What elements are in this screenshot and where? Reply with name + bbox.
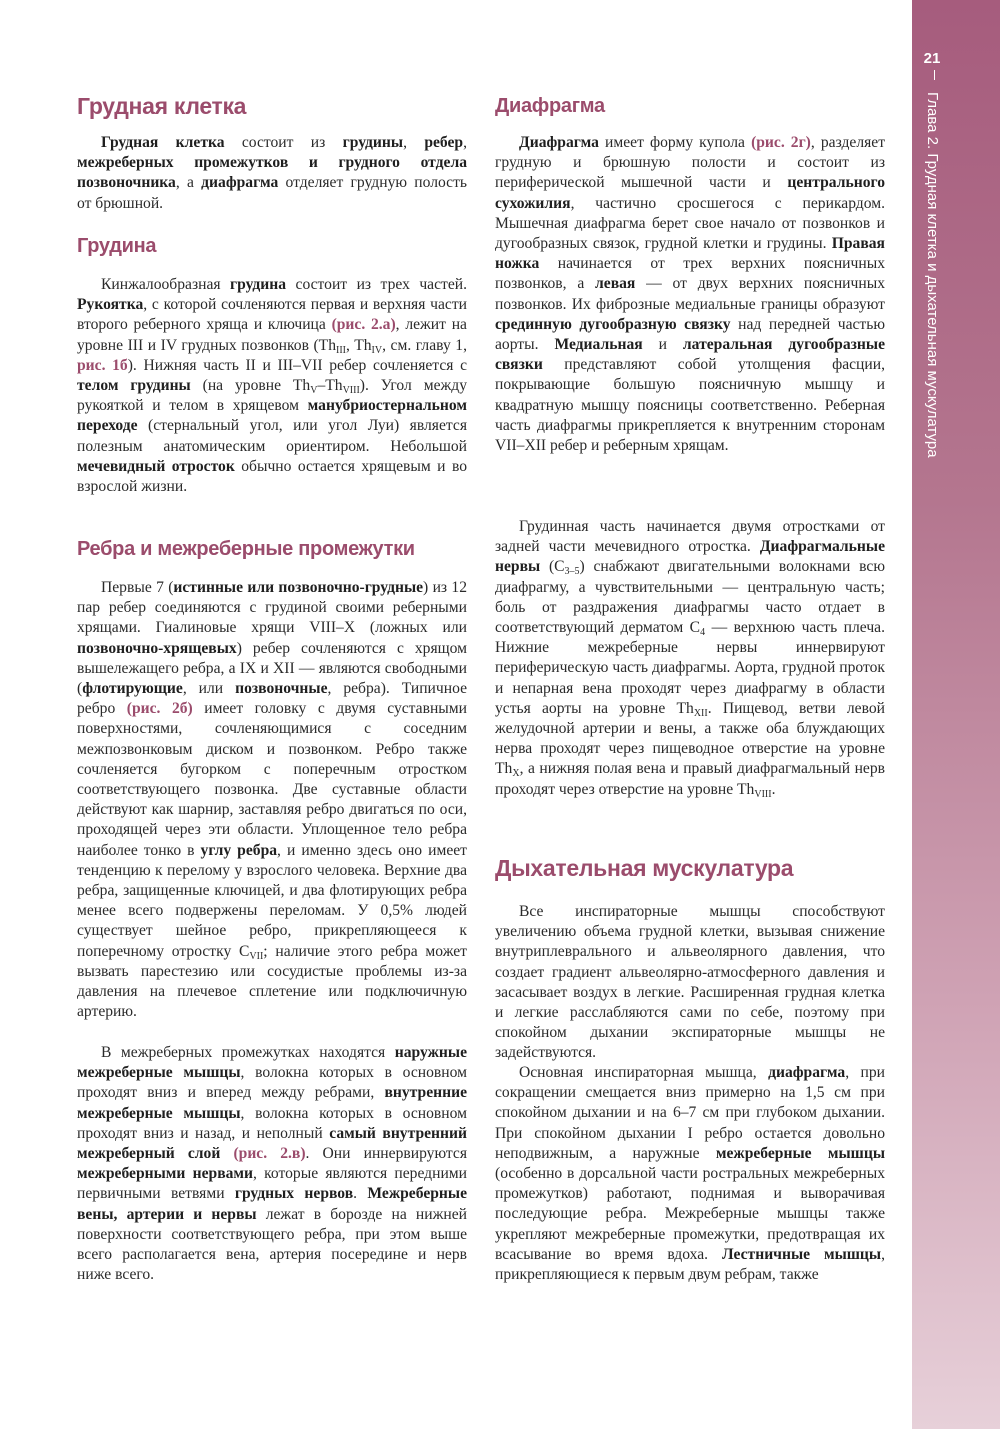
text-run: имеет головку с двумя суставными поверхностями, сочленяющимися с соседним межпозвонковым диском и позвонком. Ребро также сочленяется бугорком с поперечным отростком соответствующего позвонка. Две суставные области действуют как шарнир, заставляя ребро двигаться по оси, проходящей через эти области. Уплощенное тело ребра наиболее тонко в bbox=[77, 700, 467, 859]
text-run: , Th bbox=[346, 336, 372, 354]
bold-term: грудины bbox=[342, 134, 404, 151]
text-run: , разделяет грудную и брюшную полости и состоит из периферической мышечной части и bbox=[495, 134, 886, 192]
paragraph-muscles-1 bbox=[495, 902, 885, 1064]
text-run: состоит из bbox=[224, 134, 343, 151]
bold-term: телом грудины bbox=[77, 377, 191, 395]
chapter-title: Глава 2. Грудная клетка и дыхательная мускулатура bbox=[924, 92, 941, 458]
bold-term: истинные или позвоночно-грудные bbox=[173, 579, 424, 596]
bold-term: срединную дугообразную связку bbox=[495, 315, 731, 333]
bold-term: диафрагма bbox=[768, 1064, 846, 1081]
bold-term: Правая ножка bbox=[495, 235, 885, 273]
text-run: обычно остается хрящевым и во взрослой жизни. bbox=[77, 457, 467, 496]
figure-reference: (рис. 2.в) bbox=[233, 1145, 306, 1163]
text-run: , волокна которых в основном проходят вниз и назад, и неполный bbox=[77, 1104, 467, 1142]
text-run: . bbox=[771, 780, 776, 798]
subscript: III bbox=[336, 344, 347, 356]
bold-term: ребер bbox=[424, 134, 464, 151]
bold-term: левая bbox=[595, 275, 636, 293]
text-run: ). Нижняя часть II и III–VII ребер сочленяется с bbox=[127, 356, 467, 374]
figure-reference: (рис. 2г) bbox=[751, 134, 811, 151]
paragraph-diaphragm-2 bbox=[495, 517, 885, 800]
text-run: (стернальный угол, или угол Луи) является полезным анатомическим ориентиром. Небольшой bbox=[77, 417, 467, 455]
sidebar-edge bbox=[910, 0, 912, 1429]
subheading-diaphragm: Диафрагма bbox=[495, 95, 605, 117]
bold-term: позвоночные bbox=[235, 680, 328, 698]
text-run: , а bbox=[175, 174, 202, 192]
bold-term: центрального сухожилия bbox=[495, 174, 885, 212]
text-run: начинается от трех верхних поясничных позвонков, а bbox=[495, 255, 885, 293]
bold-term: Межреберные вены, артерии и нервы bbox=[77, 1185, 467, 1223]
paragraph-sternum bbox=[77, 275, 467, 497]
bold-term: Диафрагма bbox=[519, 134, 599, 151]
text-run: , с которой сочленяются первая и верхняя части второго реберного хряща и ключица bbox=[77, 296, 467, 334]
subscript: VIII bbox=[342, 385, 360, 397]
text-run: представляют собой утолщения фасции, покрывающие большую поясничную мышцу и квадратную мышцу поясницы соответственно. Реберная часть диафрагмы прикрепляется к внутренним сторонам VII–XII ребер и реберным хрящам. bbox=[495, 356, 885, 455]
subheading-ribs: Ребра и межреберные промежутки bbox=[77, 538, 415, 560]
subscript: VII bbox=[249, 950, 264, 962]
bold-term: межреберными нервами bbox=[77, 1165, 254, 1183]
text-run: Первые 7 ( bbox=[101, 579, 174, 596]
page-number: 21 bbox=[923, 50, 941, 67]
paragraph-chest bbox=[77, 133, 467, 214]
text-run: ; наличие этого ребра может вызвать парестезию или сосудистые проблемы из-за давления на плечевое сплетение или подключичную артерию. bbox=[77, 942, 467, 1021]
text-run bbox=[220, 1145, 233, 1162]
bold-term: грудина bbox=[230, 276, 287, 293]
text-run: Основная инспираторная мышца, bbox=[519, 1064, 769, 1081]
text-run: . Они иннервируются bbox=[305, 1145, 467, 1163]
bold-term: грудных нервов bbox=[234, 1185, 354, 1203]
subheading-sternum: Грудина bbox=[77, 235, 157, 257]
text-run: , а нижняя полая вена и правый диафрагмальный нерв проходят через отверстие на уровне Th bbox=[495, 760, 885, 798]
bold-term: Диафрагмальные нервы bbox=[495, 538, 885, 576]
text-run: , при сокращении смещается вниз примерно на 1,5 см при спокойном дыхании и на 6–7 см при глубоком дыхании. При спокойном дыхании I ребро остается довольно неподвижным, а наружные bbox=[495, 1064, 885, 1162]
section-heading-respiratory-muscles: Дыхательная мускулатура bbox=[495, 855, 794, 881]
text-run: ) ребер сочленяются с хрящом вышележащего ребра, а IX и XII — являются свободными ( bbox=[77, 639, 467, 698]
subscript: 4 bbox=[700, 627, 706, 639]
paragraph-muscles-2 bbox=[495, 1063, 885, 1285]
text-run: , прикрепляющиеся к первым двум ребрам, также bbox=[495, 1245, 886, 1284]
text-run: (на уровне Th bbox=[190, 377, 311, 395]
bold-term: Грудная клетка bbox=[101, 134, 225, 151]
text-run: ). Угол между рукояткой и телом в хрящевом bbox=[77, 377, 467, 415]
subscript: 3–5 bbox=[564, 566, 580, 578]
text-run: В межреберных промежутках находятся bbox=[101, 1044, 395, 1061]
section-heading-chest: Грудная клетка bbox=[77, 93, 247, 119]
figure-reference: (рис. 2.а) bbox=[331, 316, 396, 334]
text-run: , см. главу 1, bbox=[382, 336, 467, 354]
text-run: ) снабжают двигательными волокнами всю диафрагму, а чувствительными — центральную часть; боль от раздражения диафрагмы часто отдает в соответствующий дерматом C bbox=[495, 558, 885, 637]
text-run: и bbox=[642, 336, 683, 354]
paragraph-ribs bbox=[77, 578, 467, 1022]
text-run: состоит из трех частей. bbox=[286, 276, 468, 293]
bold-term: Медиальная bbox=[554, 336, 643, 354]
text-run: над передней частью аорты. bbox=[495, 315, 886, 354]
bold-term: мечевидный отросток bbox=[77, 457, 235, 475]
figure-reference: (рис. 2б) bbox=[126, 700, 193, 718]
text-run: , волокна которых в основном проходят вниз и вперед между ребрами, bbox=[77, 1064, 467, 1102]
text-run: (особенно в дорсальной части ростральных межреберных промежутков) работают, поднимая и выворачивая последующие ребра. Межреберные мышцы также укрепляют межреберные промежутки, предотвращая их всасывание во время вдоха. bbox=[495, 1165, 885, 1263]
text-run: — верхнюю часть плеча. Нижние межреберные нервы иннервируют периферическую часть диафрагмы. Аорта, грудной проток и непарная вена проходят через диафрагму в области устья аорты на уровне Th bbox=[495, 619, 885, 717]
subscript: VIII bbox=[754, 788, 772, 800]
bold-term: манубриостернальном переходе bbox=[77, 397, 467, 435]
text-run: ) из 12 пар ребер соединяются с грудиной своими реберными хрящами. Гиалиновые хрящи VIII–X (ложных или bbox=[77, 579, 467, 637]
bold-term: наружные межреберные мышцы bbox=[77, 1044, 467, 1082]
text-run: , bbox=[403, 134, 425, 151]
bold-term: Рукоятка bbox=[77, 296, 144, 314]
text-run: , ребра). Типичное ребро bbox=[77, 680, 467, 718]
text-run: — от двух верхних поясничных позвонков. Их фиброзные медиальные границы образуют bbox=[495, 275, 885, 313]
text-run: лежат в борозде на нижней поверхности соответствующего ребра, при этом выше всего располагается вена, артерия посередине и нерв ниже всего. bbox=[77, 1205, 467, 1284]
bold-term: углу ребра bbox=[200, 841, 278, 859]
text-run: , лежит на уровне III и IV грудных позвонков (Th bbox=[77, 316, 467, 354]
bold-term: латеральная дугообразные связки bbox=[495, 336, 885, 374]
bold-term: диафрагма bbox=[201, 174, 279, 192]
figure-reference: рис. 1б bbox=[77, 356, 128, 374]
subscript: IV bbox=[371, 344, 383, 356]
chapter-sidebar bbox=[910, 0, 1000, 1429]
bold-term: самый внутренний межреберный слой bbox=[77, 1124, 467, 1163]
text-run: Грудинная часть начинается двумя отростками от задней части мечевидного отростка. bbox=[495, 518, 885, 556]
paragraph-diaphragm-1 bbox=[495, 133, 885, 456]
text-run: , частично сросшегося с перикардом. Мышечная диафрагма берет свое начало от позвонков и дугообразных связок, грудной клетки и грудины. bbox=[495, 194, 885, 253]
text-run: Кинжалообразная bbox=[101, 276, 231, 293]
text-run: , bbox=[463, 134, 467, 151]
bold-term: межреберных промежутков и грудного отдела позвоночника bbox=[77, 154, 467, 192]
bold-term: флотирующие bbox=[82, 680, 183, 698]
bold-term: позвоночно-хрящевых bbox=[77, 639, 237, 657]
text-run: . Пищевод, ветви левой желудочной артерии и вены, а также оба блуждающих нерва проходят через пищеводное отверстие на уровне Th bbox=[495, 699, 885, 778]
bold-term: межреберные мышцы bbox=[715, 1144, 886, 1162]
text-run: имеет форму купола bbox=[598, 134, 752, 151]
subscript: X bbox=[512, 768, 520, 780]
text-run: –Th bbox=[317, 377, 343, 395]
bold-term: внутренние межреберные мышцы bbox=[77, 1084, 467, 1122]
text-run: , или bbox=[182, 680, 236, 698]
paragraph-intercostal bbox=[77, 1043, 467, 1285]
text-run: (C bbox=[540, 558, 565, 576]
text-run: отделяет грудную полость от брюшной. bbox=[77, 174, 468, 212]
bold-term: Лестничные мышцы bbox=[722, 1245, 882, 1263]
text-run: . bbox=[353, 1185, 368, 1203]
subscript: V bbox=[310, 385, 318, 397]
page-number-rule bbox=[934, 70, 935, 80]
subscript: XII bbox=[693, 707, 708, 719]
text-run: , и именно здесь оно имеет тенденцию к перелому у взрослого человека. Верхние два ребра, защищенные ключицей, и два флотирующих ребра менее всего подвержены переломам. У 0,5% людей существует шейное ребро, прикрепляющееся к поперечному отростку C bbox=[77, 841, 467, 960]
text-run: Все инспираторные мышцы способствуют увеличению объема грудной клетки, вызывая снижение внутриплеврального и альвеолярного давления, что создает градиент альвеолярно-атмосферного давления и засасывает воздух в легкие. Расширенная грудная клетка и легкие расслабляются сами по себе, поэтому при спокойном дыхании экспираторные мышцы не задействуются. bbox=[495, 903, 885, 1062]
text-run: , которые являются передними первичными ветвями bbox=[77, 1165, 468, 1203]
